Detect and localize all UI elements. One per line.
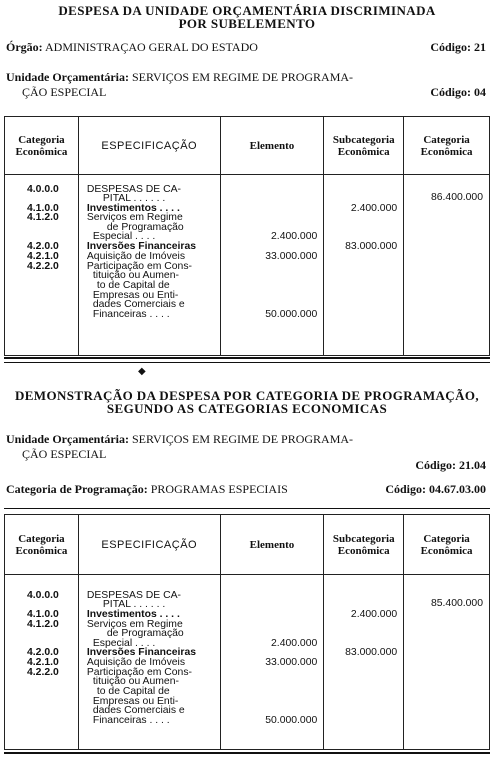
orgao-label: Órgão: <box>6 40 43 54</box>
code: 4.2.2.0 <box>27 261 59 272</box>
elemento-value: 50.000.000 <box>265 715 318 726</box>
bottom-spec-cell <box>78 575 220 750</box>
elemento-value: 2.400.000 <box>271 638 318 649</box>
spec-line: tituição ou Aumen- <box>92 676 179 687</box>
bottom-unidade-codigo: Código: 21.04 <box>415 458 486 472</box>
bottom-finance-table <box>4 514 490 750</box>
elemento-value: 33.000.000 <box>265 657 318 668</box>
subcat-value: 2.400.000 <box>350 609 398 620</box>
col-especificacao: ESPECIFICAÇÃO <box>78 515 220 575</box>
top-unidade-line1 <box>6 70 353 84</box>
bottom-unidade-value1: SERVIÇOS EM REGIME DE PROGRAMA- <box>131 432 354 446</box>
bottom-body-row <box>5 575 490 750</box>
spec-line: to de Capital de <box>96 686 170 697</box>
bottom-codes-cell <box>5 575 79 750</box>
col-especificacao: ESPECIFICAÇÃO <box>78 117 220 175</box>
code: 4.1.0.0 <box>27 203 59 214</box>
elemento-value: 2.400.000 <box>271 231 318 242</box>
col-subcategoria: Subcategoria Econômica <box>324 515 404 575</box>
bottom-elemento-cell <box>220 575 324 750</box>
bottom-title-line2: SEGUNDO AS CATEGORIAS ECONOMICAS <box>106 401 388 416</box>
top-title-line2: POR SUBELEMENTO <box>178 16 316 31</box>
code: 4.0.0.0 <box>27 590 59 601</box>
col-subcategoria: Subcategoria Econômica <box>324 117 404 175</box>
orgao-value: ADMINISTRAÇAO GERAL DO ESTADO <box>45 40 258 54</box>
top-body-row <box>5 175 490 356</box>
code: 4.2.0.0 <box>27 647 59 658</box>
spec-line: Inversões Financeiras <box>86 647 197 658</box>
categoria-value: PROGRAMAS ESPECIAIS <box>150 482 288 496</box>
bottom-unidade-label: Unidade Orçamentária: <box>6 432 129 446</box>
col-elemento: Elemento <box>220 515 324 575</box>
spec-line: Serviços em Regime <box>86 619 183 630</box>
top-elemento-cell <box>220 175 324 356</box>
code: 4.0.0.0 <box>27 184 59 195</box>
spec-line: Aquisição de Imóveis <box>86 657 186 668</box>
top-unidade-value1: SERVIÇOS EM REGIME DE PROGRAMA- <box>131 70 354 84</box>
top-title-line1: DESPESA DA UNIDADE ORÇAMENTÁRIA DISCRIMINADA <box>58 3 436 18</box>
top-unidade-value2: ÇÃO ESPECIAL <box>22 85 107 99</box>
col-elemento: Elemento <box>220 117 324 175</box>
code: 4.2.1.0 <box>27 251 59 262</box>
top-unidade-label: Unidade Orçamentária: <box>6 70 129 84</box>
top-codes-cell <box>5 175 79 356</box>
ornament-icon: ◆ <box>138 366 146 377</box>
bottom-title-line1: DEMONSTRAÇÃO DA DESPESA POR CATEGORIA DE PROGRAMAÇÃO, <box>14 388 480 403</box>
code: 4.2.2.0 <box>27 667 59 678</box>
categoria-label: Categoria de Programação: <box>6 482 148 496</box>
bottom-rule <box>4 752 490 754</box>
spec-line: Serviços em Regime <box>86 212 183 223</box>
code: 4.1.0.0 <box>27 609 59 620</box>
code: 4.1.2.0 <box>27 212 59 223</box>
spec-line: dades Comerciais e <box>92 705 185 716</box>
top-unidade-codigo: Código: 04 <box>430 85 486 99</box>
cat-value: 85.400.000 <box>430 598 483 609</box>
bottom-cat-cell <box>404 575 490 750</box>
spec-line: PITAL . . . . . . <box>102 599 166 610</box>
categoria-line <box>6 482 288 496</box>
bottom-header-row <box>5 515 490 575</box>
spec-line: Participação em Cons- <box>86 667 192 678</box>
spec-line: de Programação <box>106 222 184 233</box>
section-divider <box>4 357 490 359</box>
categoria-codigo: Código: 04.67.03.00 <box>385 482 486 496</box>
spec-line: Investimentos . . . . <box>86 609 180 620</box>
orgao-codigo: Código: 21 <box>430 40 486 54</box>
spec-line: Financeiras . . . . <box>92 715 170 726</box>
subcat-value: 83.000.000 <box>345 241 398 252</box>
bottom-top-rule <box>4 508 490 509</box>
spec-line: Financeiras . . . . <box>92 309 170 320</box>
spec-line: dades Comerciais e <box>92 299 185 310</box>
col-categoria: Categoria Econômica <box>5 117 79 175</box>
top-subcat-cell <box>324 175 404 356</box>
elemento-value: 33.000.000 <box>265 251 318 262</box>
spec-line: de Programação <box>106 628 184 639</box>
spec-line: Investimentos . . . . <box>86 203 180 214</box>
spec-line: Inversões Financeiras <box>86 241 197 252</box>
spec-line: Empresas ou Enti- <box>92 696 179 707</box>
code: 4.2.0.0 <box>27 241 59 252</box>
col-categoria: Categoria Econômica <box>5 515 79 575</box>
bottom-subcat-cell <box>324 575 404 750</box>
spec-line: DESPESAS DE CA- <box>86 590 181 601</box>
spec-line: PITAL . . . . . . <box>102 193 166 204</box>
top-spec-cell <box>78 175 220 356</box>
spec-line: Participação em Cons- <box>86 261 192 272</box>
cat-value: 86.400.000 <box>430 192 483 203</box>
spec-line: Aquisição de Imóveis <box>86 251 186 262</box>
col-categoria2: Categoria Econômica <box>404 117 490 175</box>
top-header-row <box>5 117 490 175</box>
elemento-value: 50.000.000 <box>265 309 318 320</box>
spec-line: Empresas ou Enti- <box>92 290 179 301</box>
col-categoria2: Categoria Econômica <box>404 515 490 575</box>
code: 4.1.2.0 <box>27 619 59 630</box>
subcat-value: 2.400.000 <box>350 203 398 214</box>
code: 4.2.1.0 <box>27 657 59 668</box>
spec-line: to de Capital de <box>96 280 170 291</box>
top-cat-cell <box>404 175 490 356</box>
top-finance-table <box>4 116 490 356</box>
spec-line: Especial . . . . <box>92 638 156 649</box>
subcat-value: 83.000.000 <box>345 647 398 658</box>
bottom-unidade-value2: ÇÃO ESPECIAL <box>22 447 107 461</box>
section-divider-thin <box>4 362 490 363</box>
spec-line: Especial . . . . <box>92 231 156 242</box>
spec-line: tituição ou Aumen- <box>92 270 179 281</box>
spec-line: DESPESAS DE CA- <box>86 184 181 195</box>
bottom-unidade-line1 <box>6 432 353 446</box>
orgao-line <box>6 40 258 54</box>
